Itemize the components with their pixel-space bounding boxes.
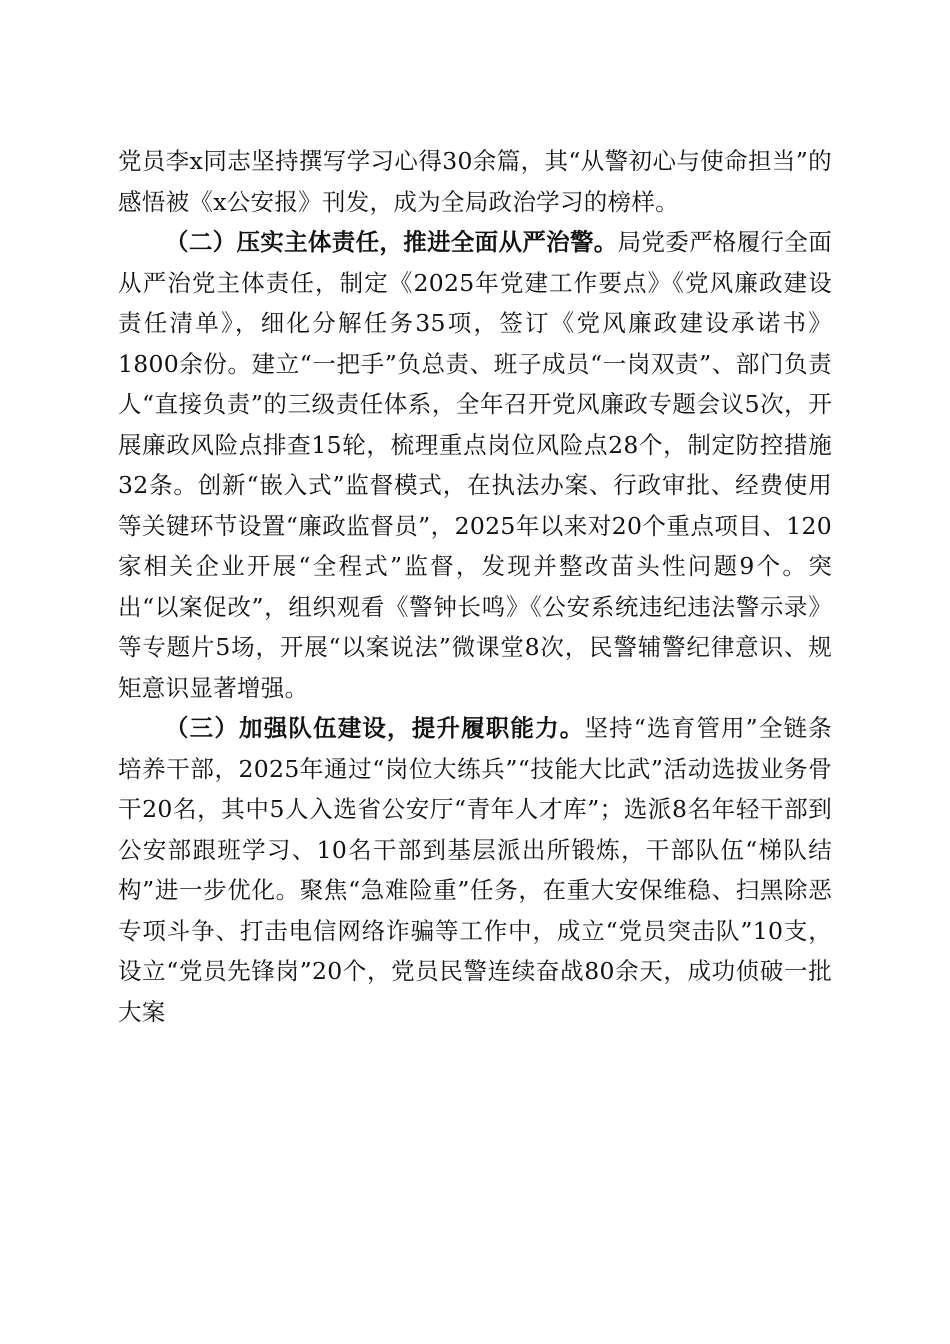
paragraph-section-3	[118, 708, 832, 1032]
document-body	[118, 141, 832, 1032]
section-heading: （二）压实主体责任，推进全面从严治警。	[165, 228, 618, 256]
paragraph-continuation	[118, 141, 832, 222]
section-heading: （三）加强队伍建设，提升履职能力。	[165, 714, 585, 742]
paragraph-text: 坚持“选育管用”全链条培养干部，2025年通过“岗位大练兵”“技能大比武”活动选拔业务骨干20名，其中5人入选省公安厅“青年人才库”；选派8名年轻干部到公安部跟班学习、10名干部到基层派出所锻炼，干部队伍“梯队结构”进一步优化。聚焦“急难险重”任务，在重大安保维稳、扫黑除恶专项斗争、打击电信网络诈骗等工作中，成立“党员突击队”10支，设立“党员先锋岗”20个，党员民警连续奋战80余天，成功侦破一批大案	[118, 714, 832, 1026]
paragraph-section-2	[118, 222, 832, 708]
paragraph-text: 局党委严格履行全面从严治党主体责任，制定《2025年党建工作要点》《党风廉政建设责任清单》，细化分解任务35项，签订《党风廉政建设承诺书》1800余份。建立“一把手”负总责、班子成员“一岗双责”、部门负责人“直接负责”的三级责任体系，全年召开党风廉政专题会议5次，开展廉政风险点排查15轮，梳理重点岗位风险点28个，制定防控措施32条。创新“嵌入式”监督模式，在执法办案、行政审批、经费使用等关键环节设置“廉政监督员”，2025年以来对20个重点项目、120家相关企业开展“全程式”监督，发现并整改苗头性问题9个。突出“以案促改”，组织观看《警钟长鸣》《公安系统违纪违法警示录》等专题片5场，开展“以案说法”微课堂8次，民警辅警纪律意识、规矩意识显著增强。	[118, 228, 833, 702]
paragraph-text: 党员李x同志坚持撰写学习心得30余篇，其“从警初心与使命担当”的感悟被《x公安报》刊发，成为全局政治学习的榜样。	[118, 147, 832, 216]
